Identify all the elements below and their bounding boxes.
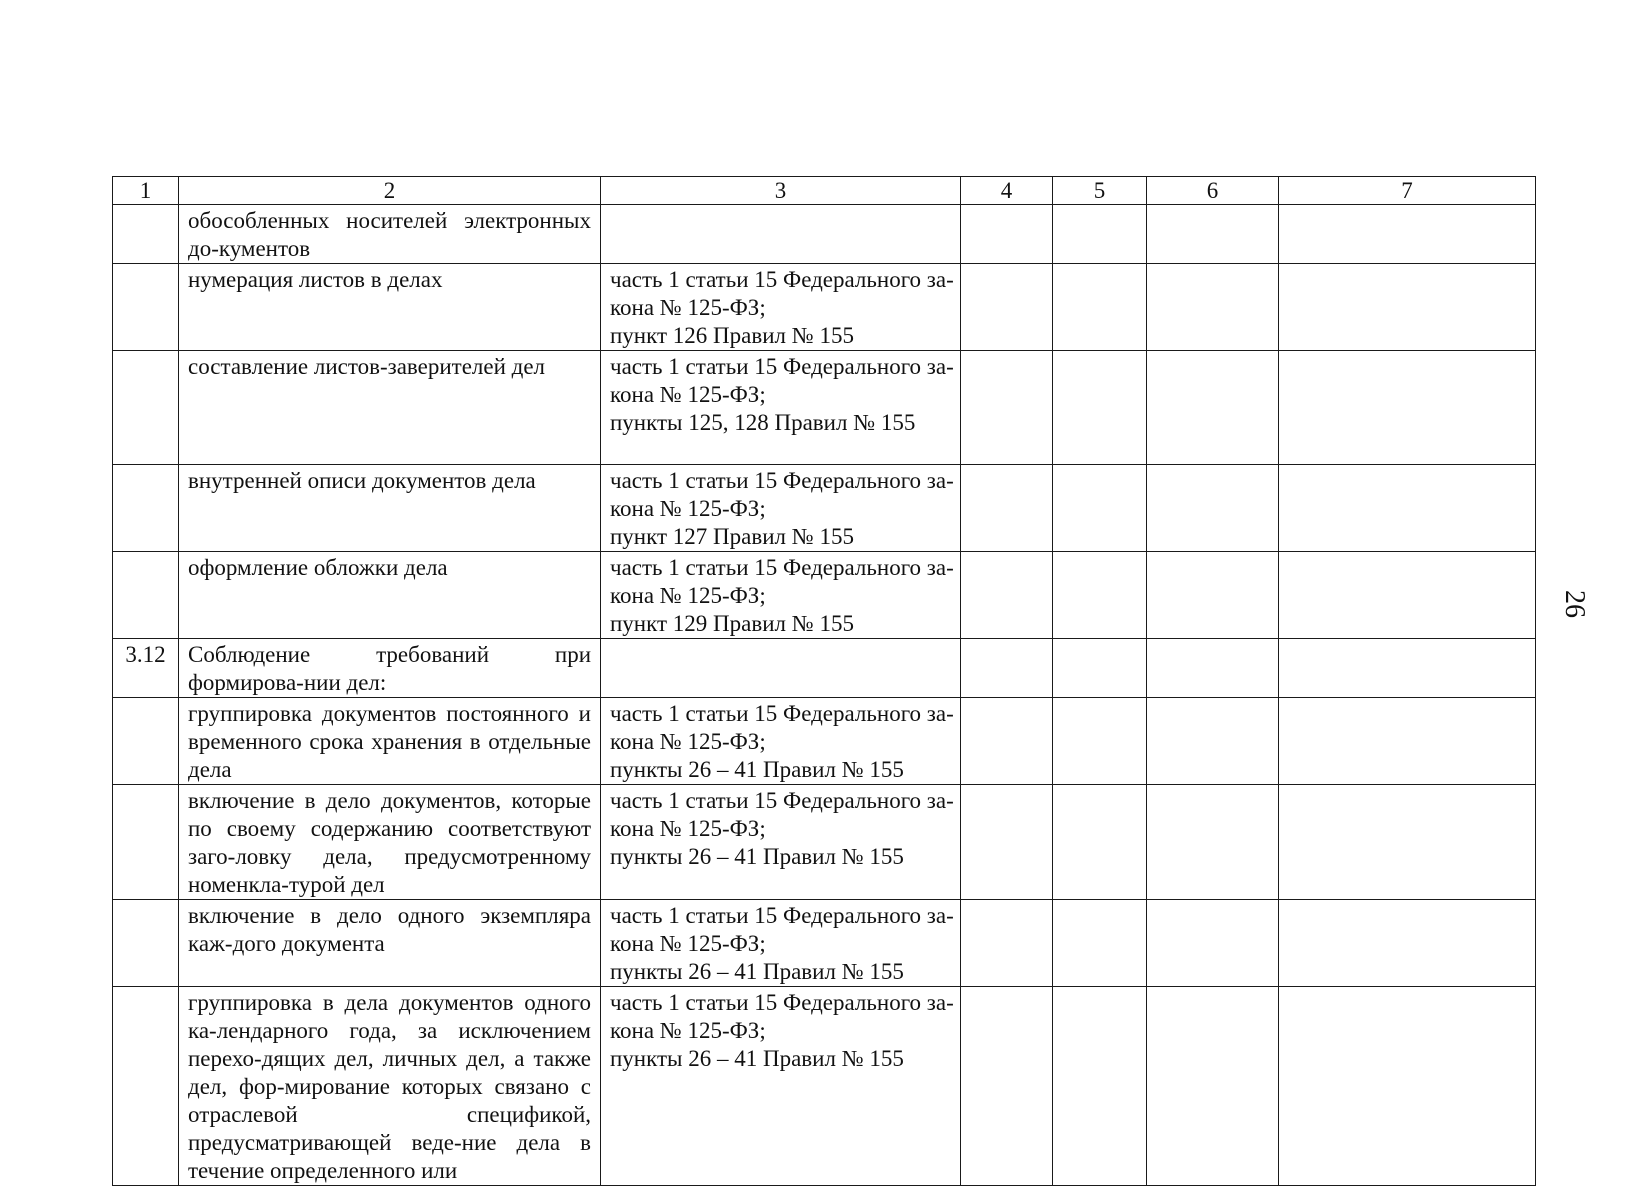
empty-cell-col-5 xyxy=(1053,987,1147,1186)
requirement-cell: внутренней описи документов дела xyxy=(179,465,601,552)
legal-reference-cell xyxy=(601,900,961,987)
empty-cell-col-5 xyxy=(1053,698,1147,785)
empty-cell-col-7 xyxy=(1279,351,1536,465)
empty-cell-col-6 xyxy=(1147,987,1279,1186)
column-header-3: 3 xyxy=(601,177,961,205)
legal-reference-line: кона № 125-ФЗ; xyxy=(610,382,766,407)
legal-reference-line: пункты 125, 128 Правил № 155 xyxy=(610,410,916,435)
legal-reference-line: часть 1 статьи 15 Федерального за- xyxy=(610,555,954,580)
requirement-cell: включение в дело одного экземпляра каж-дого документа xyxy=(179,900,601,987)
table-row xyxy=(113,639,1536,698)
legal-reference-line: кона № 125-ФЗ; xyxy=(610,931,766,956)
requirements-table xyxy=(112,176,1536,1186)
empty-cell-col-4 xyxy=(961,900,1053,987)
empty-cell-col-6 xyxy=(1147,785,1279,900)
empty-cell-col-6 xyxy=(1147,900,1279,987)
empty-cell-col-7 xyxy=(1279,465,1536,552)
empty-cell-col-5 xyxy=(1053,639,1147,698)
empty-cell-col-4 xyxy=(961,205,1053,264)
empty-cell-col-7 xyxy=(1279,552,1536,639)
legal-reference-line: кона № 125-ФЗ; xyxy=(610,816,766,841)
table-row xyxy=(113,698,1536,785)
table-row xyxy=(113,351,1536,465)
legal-reference-cell xyxy=(601,987,961,1186)
legal-reference-cell xyxy=(601,785,961,900)
empty-cell-col-6 xyxy=(1147,264,1279,351)
empty-cell-col-6 xyxy=(1147,205,1279,264)
row-number-cell xyxy=(113,698,179,785)
legal-reference-line: кона № 125-ФЗ; xyxy=(610,729,766,754)
column-header-5: 5 xyxy=(1053,177,1147,205)
page-number: 26 xyxy=(1559,590,1590,618)
legal-reference-line: пункты 26 – 41 Правил № 155 xyxy=(610,1046,904,1071)
empty-cell-col-6 xyxy=(1147,351,1279,465)
empty-cell-col-6 xyxy=(1147,552,1279,639)
legal-reference-cell xyxy=(601,351,961,465)
column-header-1: 1 xyxy=(113,177,179,205)
legal-reference-cell xyxy=(601,639,961,698)
empty-cell-col-4 xyxy=(961,264,1053,351)
row-number-cell xyxy=(113,205,179,264)
empty-cell-col-5 xyxy=(1053,552,1147,639)
empty-cell-col-5 xyxy=(1053,264,1147,351)
table-row xyxy=(113,205,1536,264)
legal-reference-line: пункты 26 – 41 Правил № 155 xyxy=(610,844,904,869)
table-row xyxy=(113,465,1536,552)
empty-cell-col-4 xyxy=(961,698,1053,785)
empty-cell-col-7 xyxy=(1279,785,1536,900)
table-row xyxy=(113,785,1536,900)
empty-cell-col-4 xyxy=(961,351,1053,465)
row-number-cell xyxy=(113,552,179,639)
table-row xyxy=(113,987,1536,1186)
row-number-cell xyxy=(113,351,179,465)
legal-reference-line: кона № 125-ФЗ; xyxy=(610,496,766,521)
empty-cell-col-6 xyxy=(1147,639,1279,698)
legal-reference-line: пункты 26 – 41 Правил № 155 xyxy=(610,959,904,984)
column-number-row xyxy=(113,177,1536,205)
empty-cell-col-4 xyxy=(961,552,1053,639)
legal-reference-line: кона № 125-ФЗ; xyxy=(610,583,766,608)
empty-cell-col-4 xyxy=(961,639,1053,698)
row-number-cell xyxy=(113,900,179,987)
requirement-cell: включение в дело документов, которые по своему содержанию соответствуют заго-ловку дела, предусмотренному номенкла-турой дел xyxy=(179,785,601,900)
legal-reference-line: кона № 125-ФЗ; xyxy=(610,295,766,320)
empty-cell-col-4 xyxy=(961,785,1053,900)
column-header-2: 2 xyxy=(179,177,601,205)
requirement-cell: Соблюдение требований при формирова-нии дел: xyxy=(179,639,601,698)
column-header-6: 6 xyxy=(1147,177,1279,205)
empty-cell-col-5 xyxy=(1053,465,1147,552)
empty-cell-col-6 xyxy=(1147,465,1279,552)
row-number-cell xyxy=(113,987,179,1186)
table-row xyxy=(113,552,1536,639)
requirement-cell: нумерация листов в делах xyxy=(179,264,601,351)
legal-reference-line: пункты 26 – 41 Правил № 155 xyxy=(610,757,904,782)
legal-reference-cell xyxy=(601,552,961,639)
empty-cell-col-7 xyxy=(1279,264,1536,351)
legal-reference-line: часть 1 статьи 15 Федерального за- xyxy=(610,701,954,726)
legal-reference-line: пункт 126 Правил № 155 xyxy=(610,323,854,348)
empty-cell-col-4 xyxy=(961,987,1053,1186)
empty-cell-col-7 xyxy=(1279,987,1536,1186)
empty-cell-col-5 xyxy=(1053,785,1147,900)
legal-reference-cell xyxy=(601,698,961,785)
legal-reference-cell xyxy=(601,264,961,351)
empty-cell-col-7 xyxy=(1279,900,1536,987)
empty-cell-col-5 xyxy=(1053,205,1147,264)
requirement-cell: обособленных носителей электронных до-кументов xyxy=(179,205,601,264)
row-number-cell xyxy=(113,264,179,351)
legal-reference-line: часть 1 статьи 15 Федерального за- xyxy=(610,990,954,1015)
legal-reference-line: часть 1 статьи 15 Федерального за- xyxy=(610,468,954,493)
requirement-cell: составление листов-заверителей дел xyxy=(179,351,601,465)
legal-reference-cell xyxy=(601,205,961,264)
table-body xyxy=(113,205,1536,1186)
column-header-4: 4 xyxy=(961,177,1053,205)
empty-cell-col-5 xyxy=(1053,900,1147,987)
empty-cell-col-4 xyxy=(961,465,1053,552)
legal-reference-line: пункт 127 Правил № 155 xyxy=(610,524,854,549)
legal-reference-line: часть 1 статьи 15 Федерального за- xyxy=(610,788,954,813)
legal-reference-line: кона № 125-ФЗ; xyxy=(610,1018,766,1043)
empty-cell-col-6 xyxy=(1147,698,1279,785)
legal-reference-line: часть 1 статьи 15 Федерального за- xyxy=(610,267,954,292)
legal-reference-line: часть 1 статьи 15 Федерального за- xyxy=(610,903,954,928)
requirement-cell: группировка документов постоянного и временного срока хранения в отдельные дела xyxy=(179,698,601,785)
empty-cell-col-5 xyxy=(1053,351,1147,465)
legal-reference-line: пункт 129 Правил № 155 xyxy=(610,611,854,636)
requirement-cell: группировка в дела документов одного ка-лендарного года, за исключением перехо-дящих дел, личных дел, а также дел, фор-мирование которых связано с отраслевой спецификой, предусматривающей веде-ние дела в течение определенного или xyxy=(179,987,601,1186)
column-header-7: 7 xyxy=(1279,177,1536,205)
empty-cell-col-7 xyxy=(1279,698,1536,785)
legal-reference-line: часть 1 статьи 15 Федерального за- xyxy=(610,354,954,379)
requirement-cell: оформление обложки дела xyxy=(179,552,601,639)
row-number-cell xyxy=(113,465,179,552)
row-number-cell xyxy=(113,785,179,900)
table-row xyxy=(113,264,1536,351)
empty-cell-col-7 xyxy=(1279,205,1536,264)
legal-reference-cell xyxy=(601,465,961,552)
table-row xyxy=(113,900,1536,987)
empty-cell-col-7 xyxy=(1279,639,1536,698)
row-number-cell: 3.12 xyxy=(113,639,179,698)
